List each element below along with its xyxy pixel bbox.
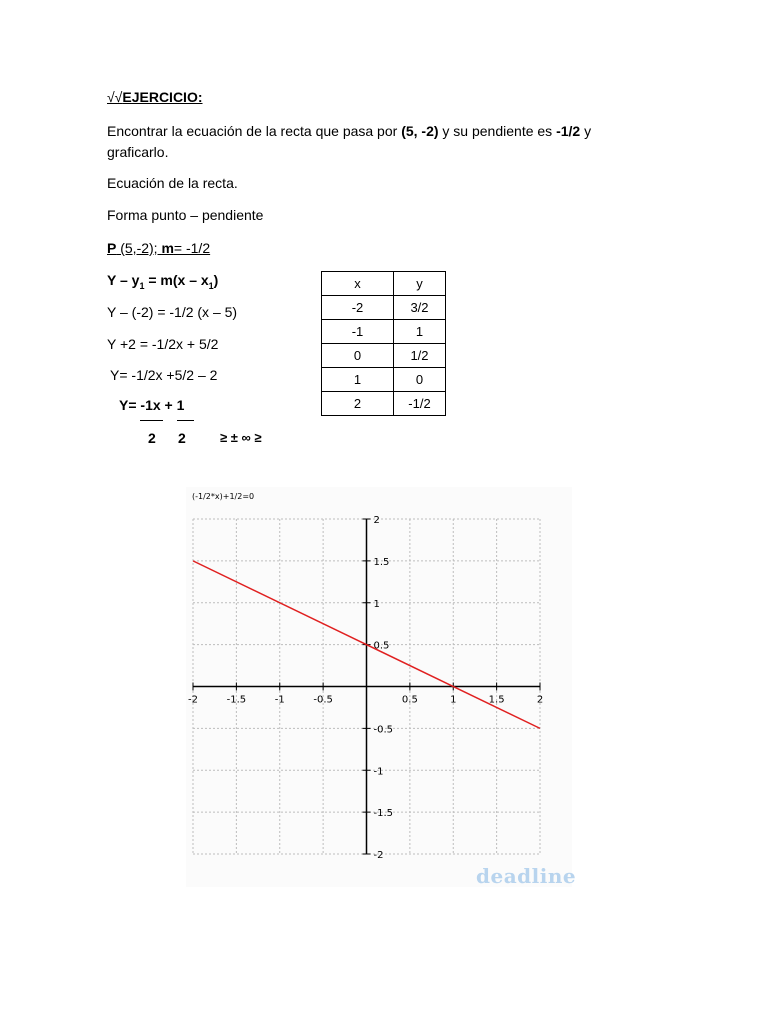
symbols: ≥ ± ∞ ≥ <box>220 430 262 445</box>
point-label: P <box>107 240 117 256</box>
x-tick-label: -0.5 <box>313 694 333 706</box>
formula-part-c: ) <box>213 272 219 288</box>
x-tick-label: 1.5 <box>488 694 505 706</box>
table-row <box>322 344 446 368</box>
table-cell: -1 <box>322 320 394 344</box>
y-tick-label: -1.5 <box>373 808 394 820</box>
given-values <box>107 240 210 256</box>
formula-sub-2: 1 <box>208 280 214 291</box>
table-row <box>322 296 446 320</box>
table-row <box>322 392 446 416</box>
values-table <box>321 271 446 416</box>
table-cell: 2 <box>322 392 394 416</box>
y-tick-label: -1 <box>373 766 384 778</box>
chart-title: (-1/2*x)+1/2=0 <box>192 492 255 501</box>
denominator-1: 2 <box>148 430 156 446</box>
y-tick-label: 1 <box>373 598 380 610</box>
point-slope-formula <box>107 272 218 291</box>
line-plot <box>186 487 572 887</box>
table-header-y: y <box>394 272 446 296</box>
x-tick-label: -2 <box>188 694 198 706</box>
table-header-row <box>322 272 446 296</box>
formula-part-a: Y – y <box>107 272 140 288</box>
step-2: Y +2 = -1/2x + 5/2 <box>107 336 219 352</box>
table-cell: 3/2 <box>394 296 446 320</box>
step-3: Y= -1/2x +5/2 – 2 <box>110 367 218 383</box>
section-point-slope: Forma punto – pendiente <box>107 207 264 223</box>
table-cell: 1/2 <box>394 344 446 368</box>
table-cell: 1 <box>322 368 394 392</box>
problem-text-3: y <box>584 123 592 139</box>
x-tick-label: 1 <box>450 694 457 706</box>
formula-part-b: = m(x – x <box>144 272 209 288</box>
y-tick-label: 2 <box>373 515 380 526</box>
denominator-2: 2 <box>178 430 186 446</box>
final-equation: Y= -1x + 1 <box>119 397 185 413</box>
problem-text-4: graficarlo. <box>107 144 169 160</box>
point-value: (5,-2); <box>116 240 162 256</box>
table-cell: -2 <box>322 296 394 320</box>
x-tick-label: 2 <box>536 694 544 706</box>
section-line-equation: Ecuación de la recta. <box>107 175 238 191</box>
problem-statement <box>107 121 663 163</box>
problem-text-2: y su pendiente es <box>442 123 553 139</box>
slope-value: = -1/2 <box>173 240 211 256</box>
table-cell: 0 <box>394 368 446 392</box>
fraction-bar-1 <box>140 420 163 421</box>
table-row <box>322 320 446 344</box>
fraction-bar-2 <box>177 420 194 421</box>
problem-point: (5, -2) <box>401 123 439 139</box>
heading-title: EJERCICIO: <box>122 89 203 105</box>
x-tick-label: -1.5 <box>226 694 247 706</box>
y-tick-label: -0.5 <box>373 724 394 736</box>
table-header-x: x <box>322 272 394 296</box>
exercise-heading <box>107 89 203 105</box>
watermark: deadline <box>476 864 577 888</box>
table-cell: 1 <box>394 320 446 344</box>
slope-label: m <box>161 240 174 256</box>
x-tick-label: 0.5 <box>401 694 418 706</box>
problem-slope: -1/2 <box>556 123 581 139</box>
y-tick-label: -2 <box>373 850 384 861</box>
table-row <box>322 368 446 392</box>
y-tick-label: 0.5 <box>373 640 390 652</box>
x-tick-label: -1 <box>274 694 285 706</box>
table-cell: -1/2 <box>394 392 446 416</box>
table-cell: 0 <box>322 344 394 368</box>
heading-prefix: √√ <box>107 89 123 105</box>
formula-sub-1: 1 <box>139 280 145 291</box>
graph-panel <box>186 487 572 887</box>
step-1: Y – (-2) = -1/2 (x – 5) <box>107 304 238 320</box>
problem-text-1: Encontrar la ecuación de la recta que pasa por <box>107 123 398 139</box>
y-tick-label: 1.5 <box>373 556 390 568</box>
